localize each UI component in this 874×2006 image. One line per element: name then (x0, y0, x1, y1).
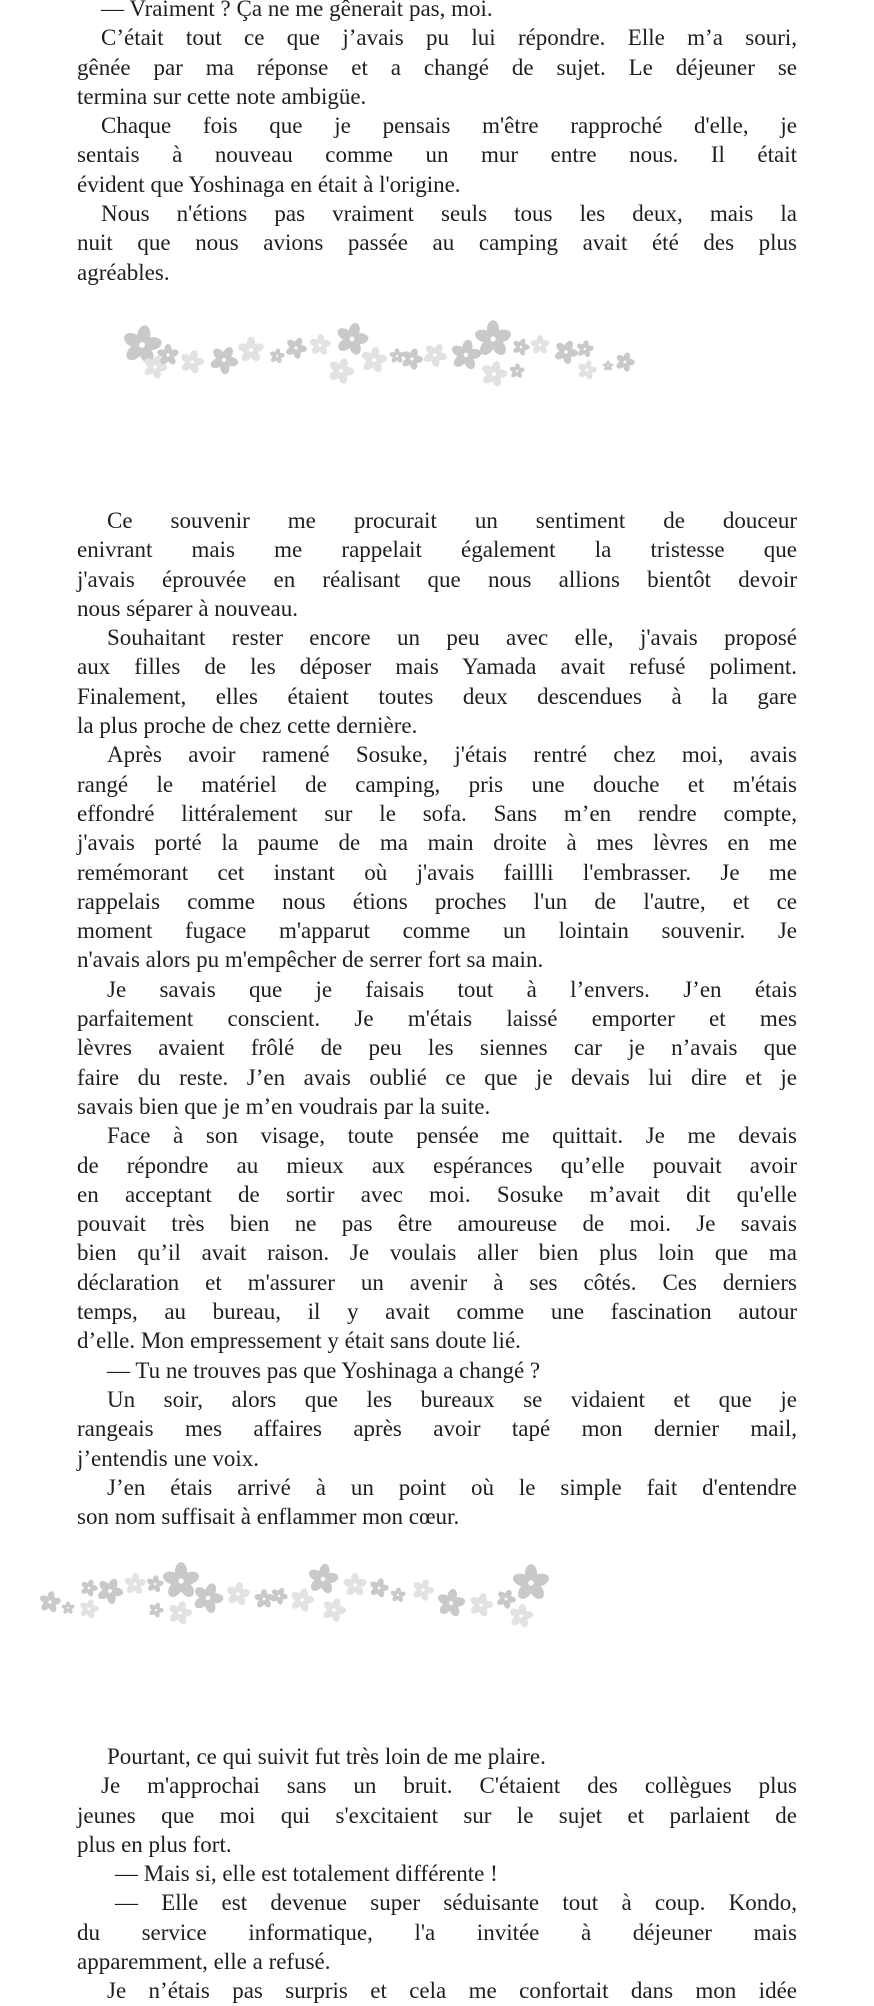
flower-icon (418, 338, 452, 372)
flower-icon (268, 347, 287, 365)
flower-icon (304, 1561, 341, 1597)
text-line: Je n’étais pas surpris et cela me confortait dans mon idée (107, 1978, 797, 2004)
text-line: enivrant mais me rappelait également la tristesse que (77, 537, 797, 563)
text-line: Souhaitant rester encore un peu avec elle, j'avais proposé (107, 625, 797, 651)
text-line: Finalement, elles étaient toutes deux descendues à la gare (77, 683, 797, 709)
flower-icon (530, 335, 551, 355)
flower-divider-2 (30, 1550, 750, 1640)
text-line: lèvres avaient frôlé de peu les siennes car je n’avais que (77, 1035, 797, 1061)
flower-divider-1 (120, 312, 840, 392)
flower-icon (506, 1602, 535, 1630)
flower-icon (509, 336, 532, 359)
flower-icon (612, 349, 638, 375)
text-line: faire du reste. J’en avais oublié ce que je devais lui dire et je (77, 1064, 797, 1090)
text-line: C’était tout ce que j’avais pu lui répondre. Elle m’a souri, (101, 25, 797, 51)
flower-icon (434, 1586, 469, 1619)
text-line: termina sur cette note ambigüe. (77, 83, 367, 109)
flower-icon (508, 363, 525, 380)
flower-icon (318, 1594, 350, 1625)
flower-icon (187, 1578, 228, 1618)
text-line: rangé le matériel de camping, pris une douche et m'étais (77, 771, 797, 797)
text-block-2 (77, 506, 797, 1531)
text-line: parfaitement conscient. Je m'étais laissé emporter et mes (77, 1006, 797, 1032)
text-line: de répondre au mieux aux espérances qu’elle pouvait avoir (77, 1152, 797, 1178)
flower-icon (165, 1598, 196, 1628)
text-line: du service informatique, l'a invitée à déjeuner mais (77, 1919, 797, 1945)
text-line: Face à son visage, toute pensée me quittait. Je me devais (107, 1123, 797, 1149)
text-line: rappelais comme nous étions proches l'un de l'autre, et ce (77, 888, 797, 914)
text-line: moment fugace m'apparut comme un lointain souvenir. Je (77, 918, 797, 944)
text-line: j’entendis une voix. (77, 1445, 260, 1471)
flower-icon (492, 1586, 519, 1613)
flower-icon (358, 345, 390, 376)
flower-icon (408, 1576, 437, 1605)
text-line: Ce souvenir me procurait un sentiment de douceur (107, 508, 797, 533)
text-line: agréables. (77, 259, 170, 285)
text-line: Après avoir ramené Sosuke, j'étais rentré chez moi, avais (107, 742, 797, 768)
flower-icon (511, 1564, 550, 1601)
flower-icon (602, 361, 614, 372)
flower-icon (61, 1601, 75, 1614)
text-line: nous séparer à nouveau. (77, 595, 298, 621)
text-line: effondré littéralement sur le sofa. Sans m’en rendre compte, (77, 800, 797, 826)
flower-icon (237, 337, 265, 363)
flower-icon (37, 1589, 64, 1615)
text-line: Nous n'étions pas vraiment seuls tous les deux, mais la (101, 201, 797, 227)
flower-icon (30, 1550, 750, 1640)
text-line: temps, au bureau, il y avait comme une fascination autour (77, 1299, 797, 1325)
flower-icon (447, 337, 484, 373)
text-block-3 (77, 1742, 797, 2006)
flower-icon (574, 339, 595, 360)
flower-icon (466, 1590, 497, 1620)
flower-icon (366, 1576, 391, 1601)
flower-icon (204, 340, 244, 380)
text-line: — Vraiment ? Ça ne me gênerait pas, moi. (101, 0, 493, 21)
text-block-1 (77, 0, 797, 287)
text-line: sentais à nouveau comme un mur entre nous. Il était (77, 142, 797, 168)
flower-icon (549, 336, 582, 369)
text-line: nuit que nous avions passée au camping avait été des plus (77, 230, 797, 256)
flower-icon (76, 1597, 101, 1622)
text-line: jeunes que moi qui s'excitaient sur le sujet et parlaient de (77, 1802, 797, 1828)
text-line: — Tu ne trouves pas que Yoshinaga a changé ? (107, 1357, 541, 1383)
flower-icon (389, 1587, 406, 1604)
flower-icon (477, 358, 511, 391)
text-line: son nom suffisait à enflammer mon cœur. (77, 1504, 460, 1530)
text-line: j'avais porté la paume de ma main droite à mes lèvres en me (77, 830, 797, 856)
flower-icon (92, 1573, 128, 1609)
text-line: Un soir, alors que les bureaux se vidaient et que je (107, 1386, 797, 1412)
flower-icon (123, 1572, 148, 1596)
text-line: remémorant cet instant où j'avais faillli l'embrasser. Je me (77, 859, 797, 885)
flower-icon (144, 1574, 165, 1595)
text-line: déclaration et m'assurer un avenir à ses côtés. Ces derniers (77, 1269, 797, 1295)
flower-icon (161, 1562, 200, 1599)
text-line: plus en plus fort. (77, 1831, 232, 1857)
flower-icon (146, 1600, 166, 1620)
text-line: Je savais que je faisais tout à l’envers. J’en étais (107, 976, 797, 1002)
flower-icon (223, 1580, 252, 1608)
flower-icon (281, 333, 311, 363)
text-line: — Mais si, elle est totalement différente ! (115, 1861, 498, 1887)
text-line: bien qu’il avait raison. Je voulais aller bien plus loin que ma (77, 1240, 797, 1266)
text-line: — Elle est devenue super séduisante tout à coup. Kondo, (115, 1890, 797, 1916)
flower-icon (77, 1577, 100, 1600)
text-line: rangeais mes affaires après avoir tapé mon dernier mail, (77, 1416, 797, 1442)
text-line: gênée par ma réponse et a changé de sujet. Le déjeuner se (77, 54, 797, 80)
text-line: Pourtant, ce qui suivit fut très loin de me plaire. (107, 1744, 546, 1769)
text-line: n'avais alors pu m'empêcher de serrer fort sa main. (77, 947, 544, 973)
text-line: en acceptant de sortir avec moi. Sosuke m’avait dit qu'elle (77, 1181, 797, 1207)
flower-icon (389, 348, 405, 363)
text-line: aux filles de les déposer mais Yamada avait refusé poliment. (77, 654, 797, 680)
flower-icon (574, 358, 599, 383)
text-line: pouvait très bien ne pas être amoureuse de moi. Je savais (77, 1211, 797, 1237)
flower-icon (308, 333, 333, 357)
text-line: évident que Yoshinaga en était à l'origine. (77, 171, 461, 197)
flower-icon (323, 354, 358, 388)
flower-icon (177, 347, 208, 377)
text-line: Chaque fois que je pensais m'être rapproché d'elle, je (101, 113, 797, 139)
text-line: savais bien que je m’en voudrais par la suite. (77, 1093, 491, 1119)
text-line: d’elle. Mon empressement y était sans doute lié. (77, 1328, 521, 1354)
text-line: apparemment, elle a refusé. (77, 1949, 331, 1975)
flower-icon (120, 312, 840, 392)
text-line: J’en étais arrivé à un point où le simple fait d'entendre (107, 1474, 797, 1500)
text-line: Je m'approchai sans un bruit. C'étaient des collègues plus (101, 1773, 797, 1799)
flower-icon (342, 1573, 367, 1597)
text-line: j'avais éprouvée en réalisant que nous allions bientôt devoir (77, 566, 797, 592)
text-line: la plus proche de chez cette dernière. (77, 713, 418, 739)
